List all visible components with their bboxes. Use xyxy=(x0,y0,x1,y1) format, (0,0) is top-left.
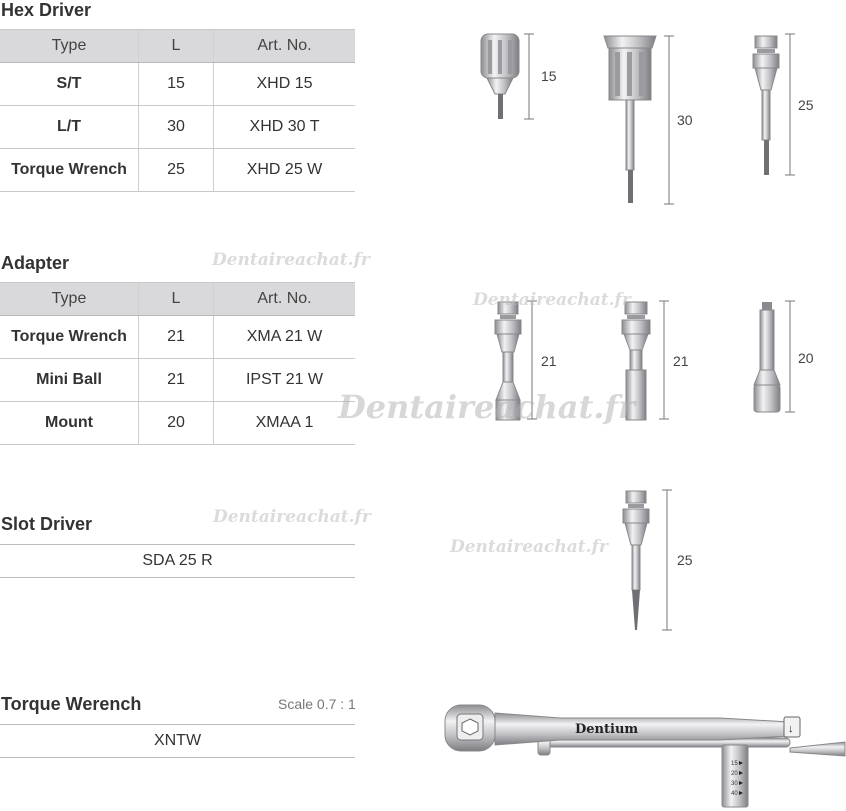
torque-wrench-illustration xyxy=(445,705,845,807)
cell-length: 20 xyxy=(139,402,214,445)
slot-driver-illustration xyxy=(623,491,649,630)
watermark: Dentaireachat.fr xyxy=(212,250,370,270)
svg-text:30: 30 xyxy=(731,781,738,787)
cell-type: Torque Wrench xyxy=(0,149,139,192)
svg-text:Dentium: Dentium xyxy=(575,722,639,737)
svg-text:↓: ↓ xyxy=(788,723,794,735)
cell-type: S/T xyxy=(0,63,139,106)
header-type: Type xyxy=(0,30,139,63)
cell-type: L/T xyxy=(0,106,139,149)
cell-art-no: XMA 21 W xyxy=(214,316,356,359)
hex-driver-lt-illustration xyxy=(604,36,656,203)
svg-text:20: 20 xyxy=(731,771,738,777)
cell-length: 21 xyxy=(139,359,214,402)
svg-text:20: 20 xyxy=(798,350,814,366)
watermark: Dentaireachat.fr xyxy=(338,388,636,426)
svg-text:25: 25 xyxy=(677,552,693,568)
header-type: Type xyxy=(0,283,139,316)
cell-length: 25 xyxy=(139,149,214,192)
cell-art-no: XHD 30 T xyxy=(214,106,356,149)
cell-length: 15 xyxy=(139,63,214,106)
svg-text:30: 30 xyxy=(677,112,693,128)
header-length: L xyxy=(139,283,214,316)
hex-driver-tw-illustration xyxy=(753,36,779,175)
cell-art-no: IPST 21 W xyxy=(214,359,356,402)
svg-text:15: 15 xyxy=(541,68,557,84)
torque-wrench-code: XNTW xyxy=(0,724,355,758)
scale-note: Scale 0.7 : 1 xyxy=(278,696,356,712)
watermark: Dentaireachat.fr xyxy=(213,507,371,527)
section-title-hex-driver: Hex Driver xyxy=(1,0,92,20)
svg-text:15: 15 xyxy=(731,761,738,767)
section-title-slot-driver: Slot Driver xyxy=(1,514,93,534)
cell-art-no: XHD 15 xyxy=(214,63,356,106)
hex-driver-st-illustration xyxy=(481,34,519,119)
dimension-hex-lt xyxy=(664,36,693,204)
dimension-adapter-mini-ball xyxy=(659,301,689,419)
cell-length: 21 xyxy=(139,316,214,359)
watermark: Dentaireachat.fr xyxy=(473,290,631,310)
section-title-torque-wrench: Torque Werench xyxy=(1,694,142,714)
svg-text:21: 21 xyxy=(673,353,689,369)
section-title-adapter: Adapter xyxy=(1,253,70,273)
header-length: L xyxy=(139,30,214,63)
header-art-no: Art. No. xyxy=(214,30,356,63)
cell-art-no: XMAA 1 xyxy=(214,402,356,445)
slot-driver-code: SDA 25 R xyxy=(0,544,355,578)
cell-length: 30 xyxy=(139,106,214,149)
adapter-mount-illustration xyxy=(754,302,780,412)
dimension-hex-st xyxy=(524,34,557,119)
dimension-slot-driver xyxy=(662,490,693,630)
svg-text:25: 25 xyxy=(798,97,814,113)
cell-art-no: XHD 25 W xyxy=(214,149,356,192)
cell-type: Mount xyxy=(0,402,139,445)
cell-type: Mini Ball xyxy=(0,359,139,402)
dimension-adapter-mount xyxy=(785,301,814,412)
watermark: Dentaireachat.fr xyxy=(450,537,608,557)
header-art-no: Art. No. xyxy=(214,283,356,316)
svg-text:40: 40 xyxy=(731,791,738,797)
svg-text:21: 21 xyxy=(541,353,557,369)
cell-type: Torque Wrench xyxy=(0,316,139,359)
dimension-hex-tw xyxy=(785,34,814,175)
